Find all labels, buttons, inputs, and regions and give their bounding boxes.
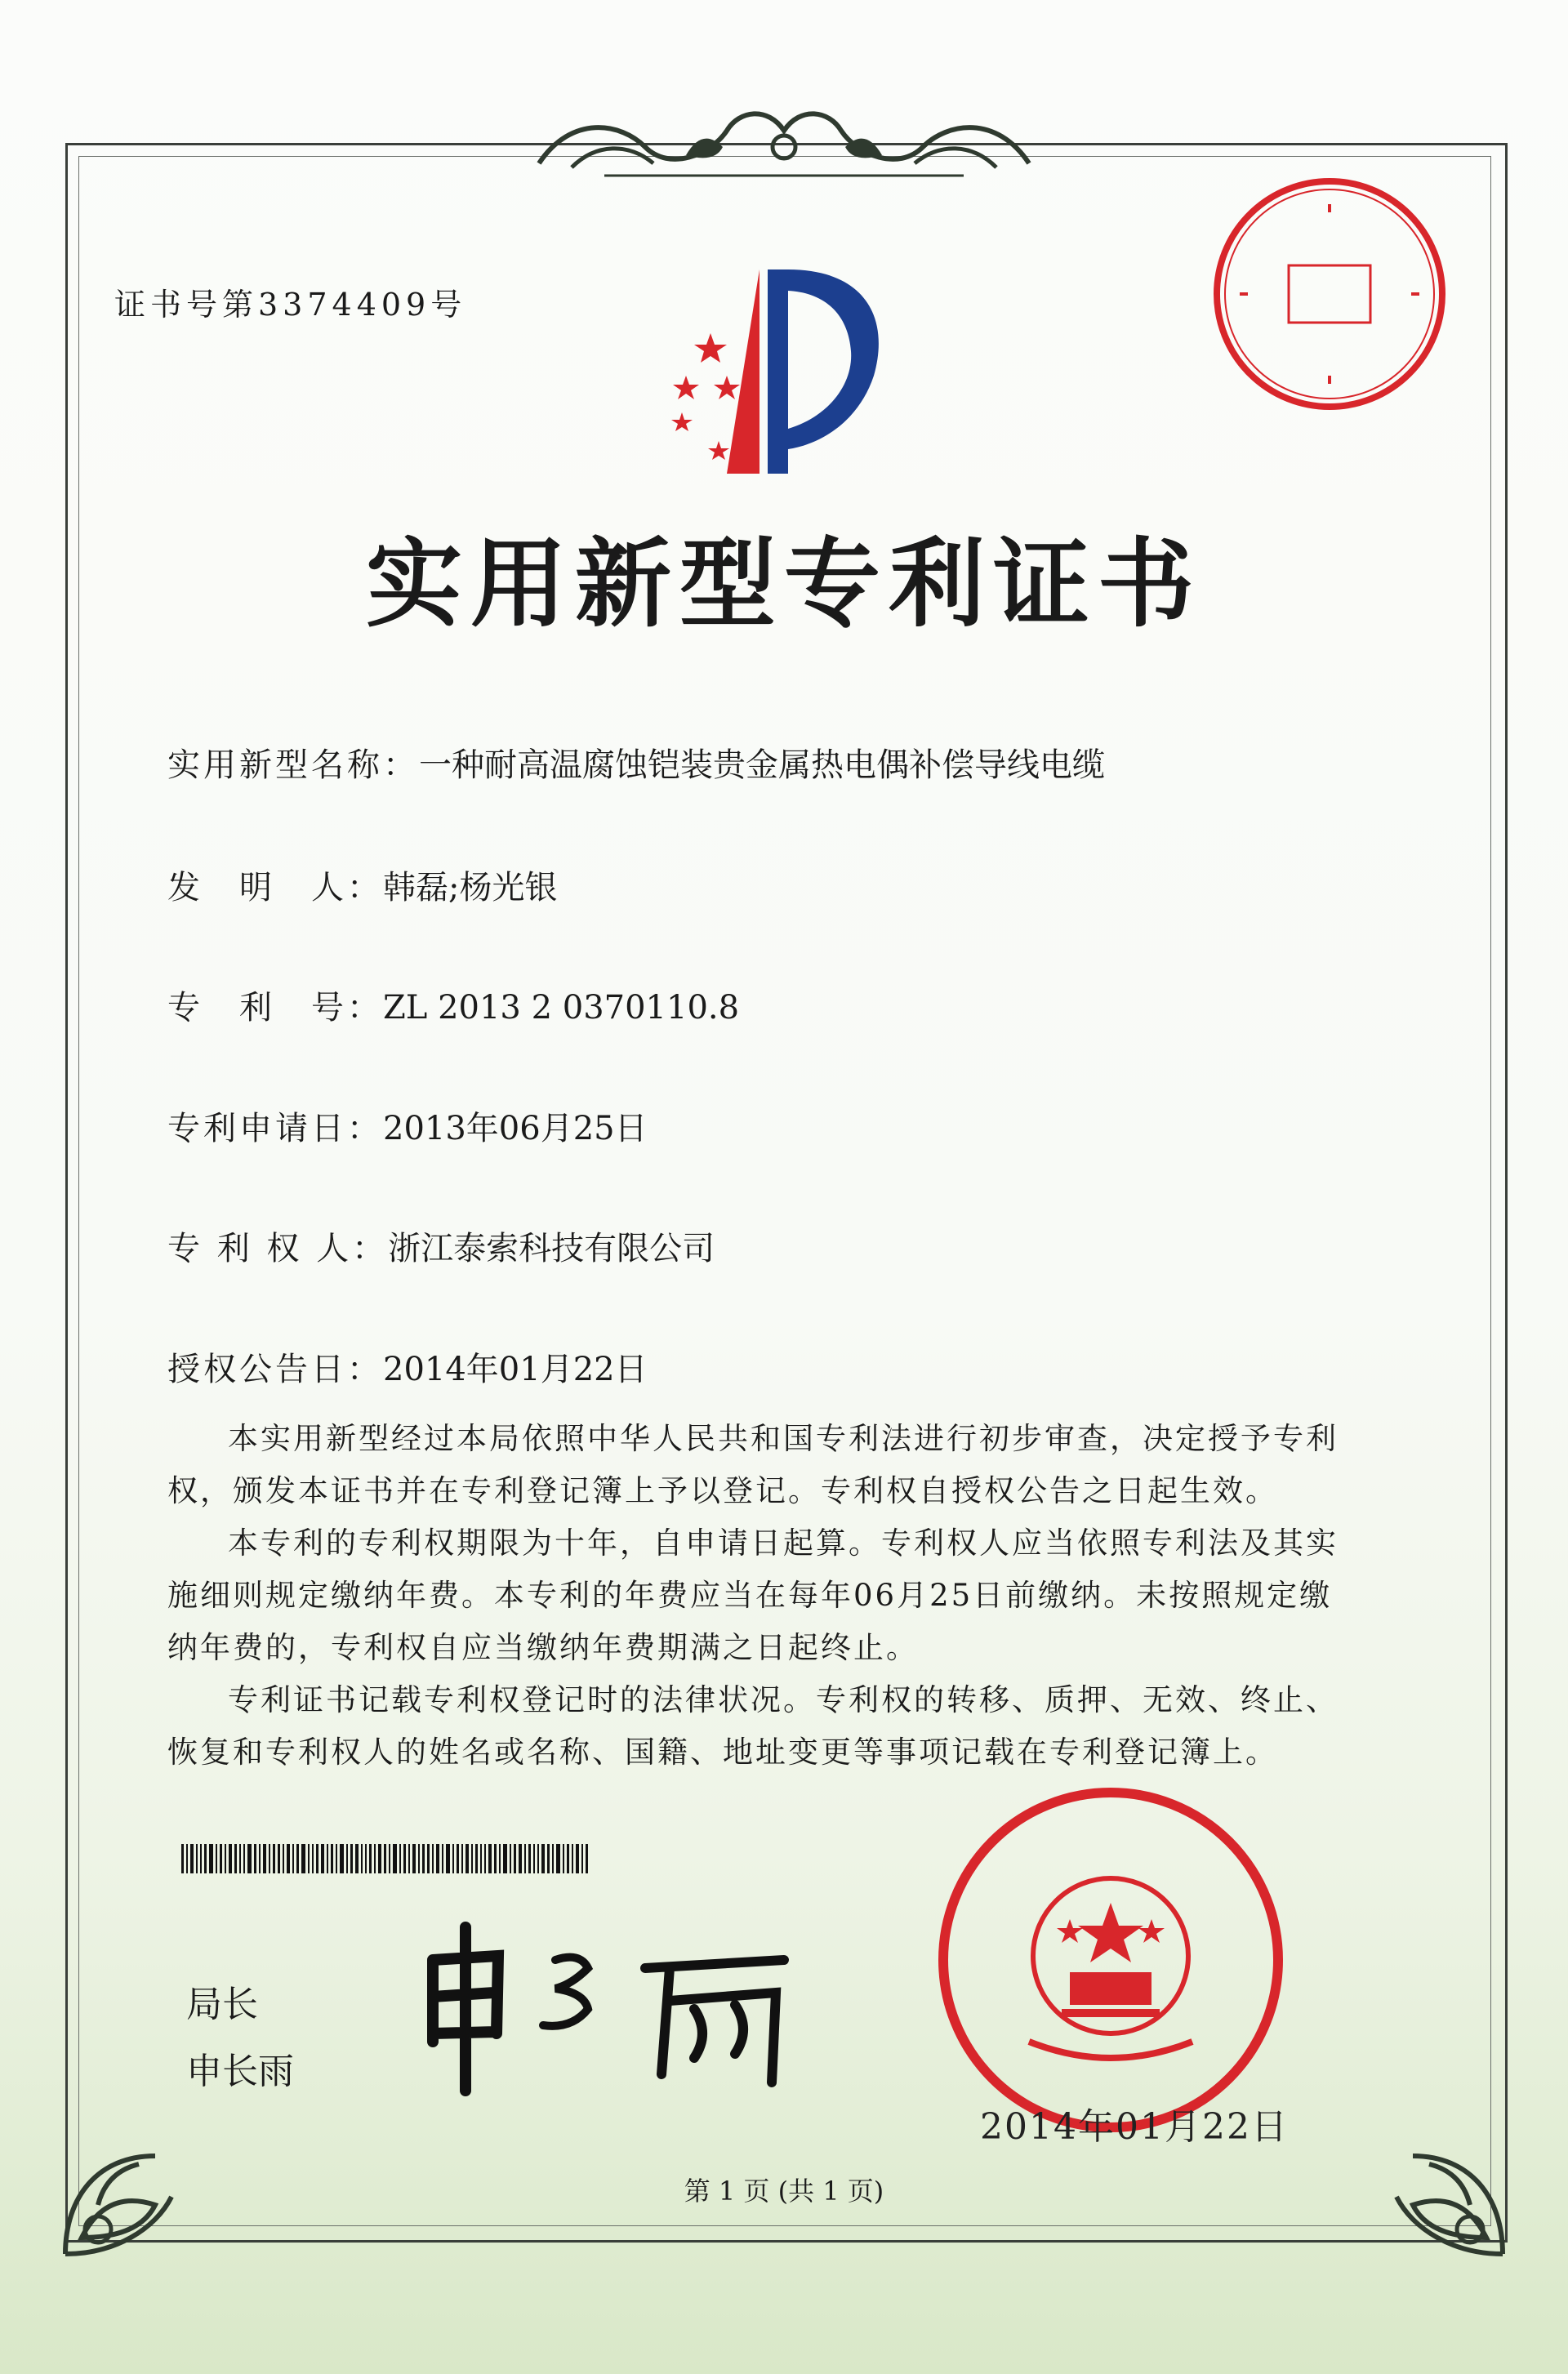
barcode-bar <box>442 1844 443 1873</box>
barcode-bar <box>494 1844 497 1873</box>
barcode-bar <box>355 1844 359 1873</box>
barcode-bar <box>350 1844 353 1873</box>
barcode-bar <box>384 1844 386 1873</box>
barcode-bar <box>312 1844 314 1873</box>
barcode-bar <box>484 1844 486 1873</box>
field-patent-number <box>167 982 739 1028</box>
barcode-bar <box>229 1844 232 1873</box>
barcode-bar <box>427 1844 430 1873</box>
barcode <box>181 1844 595 1873</box>
barcode-bar <box>541 1844 545 1873</box>
barcode-bar <box>321 1844 324 1873</box>
barcode-bar <box>466 1844 469 1873</box>
field-label: 授权公告日： <box>167 1351 383 1388</box>
barcode-bar <box>514 1844 516 1873</box>
field-value: 2014年01月22日 <box>383 1351 648 1388</box>
barcode-bar <box>301 1844 305 1873</box>
barcode-bar <box>292 1844 294 1873</box>
field-value: 韩磊;杨光银 <box>383 869 558 906</box>
barcode-bar <box>475 1844 478 1873</box>
barcode-bar <box>247 1844 252 1873</box>
field-grant-date <box>167 1343 648 1390</box>
barcode-bar <box>519 1844 522 1873</box>
field-value: 浙江泰索科技有限公司 <box>388 1230 715 1267</box>
barcode-bar <box>418 1844 420 1873</box>
barcode-bar <box>346 1844 348 1873</box>
barcode-bar <box>432 1844 434 1873</box>
barcode-bar <box>457 1844 459 1873</box>
barcode-bar <box>471 1844 473 1873</box>
barcode-bar <box>537 1844 539 1873</box>
barcode-bar <box>581 1844 583 1873</box>
barcode-bar <box>209 1844 213 1873</box>
certificate-body <box>167 1413 1360 1779</box>
barcode-bar <box>528 1844 531 1873</box>
field-label: 发 明 人： <box>167 869 383 906</box>
barcode-bar <box>254 1844 256 1873</box>
barcode-bar <box>556 1844 560 1873</box>
barcode-bar <box>365 1844 367 1873</box>
barcode-bar <box>403 1844 406 1873</box>
barcode-bar <box>186 1844 188 1873</box>
barcode-bar <box>340 1844 344 1873</box>
field-inventor <box>167 862 557 908</box>
barcode-bar <box>488 1844 492 1873</box>
barcode-bar <box>576 1844 579 1873</box>
barcode-bar <box>369 1844 372 1873</box>
national-ip-office-seal <box>931 1780 1290 2140</box>
barcode-bar <box>234 1844 237 1873</box>
paragraph: 本实用新型经过本局依照中华人民共和国专利法进行初步审查，决定授予专利权，颁发本证书并在专利登记簿上予以登记。专利权自授权公告之日起生效。 <box>167 1421 1339 1508</box>
barcode-bar <box>422 1844 425 1873</box>
barcode-bar <box>461 1844 463 1873</box>
field-label: 专 利 权 人： <box>167 1230 389 1267</box>
field-utility-model-name <box>167 739 1105 786</box>
page-footer: 第 1 页 (共 1 页) <box>684 2176 884 2207</box>
barcode-bar <box>499 1844 501 1873</box>
field-value: 一种耐高温腐蚀铠装贵金属热电偶补偿导线电缆 <box>419 746 1105 784</box>
barcode-bar <box>308 1844 310 1873</box>
barcode-bar <box>259 1844 261 1873</box>
barcode-bar <box>510 1844 511 1873</box>
barcode-bar <box>225 1844 226 1873</box>
field-label: 专利申请日： <box>167 1110 383 1147</box>
barcode-bar <box>552 1844 554 1873</box>
barcode-bar <box>336 1844 337 1873</box>
barcode-bar <box>374 1844 376 1873</box>
barcode-bar <box>378 1844 381 1873</box>
barcode-bar <box>480 1844 482 1873</box>
barcode-bar <box>316 1844 318 1873</box>
field-label: 实用新型名称： <box>167 746 419 784</box>
patent-office-logo <box>637 253 906 482</box>
barcode-bar <box>524 1844 526 1873</box>
barcode-bar <box>220 1844 222 1873</box>
paragraph: 专利证书记载专利权登记时的法律状况。专利权的转移、质押、无效、终止、恢复和专利权人的姓名或名称、国籍、地址变更等事项记载在专利登记簿上。 <box>167 1682 1339 1770</box>
top-ornament <box>523 98 1045 188</box>
certificate-title: 实用新型专利证书 <box>365 528 1202 640</box>
stamp-tax-seal <box>1207 171 1452 416</box>
barcode-bar <box>296 1844 299 1873</box>
barcode-bar <box>547 1844 550 1873</box>
barcode-bar <box>283 1844 284 1873</box>
barcode-bar <box>239 1844 241 1873</box>
barcode-bar <box>190 1844 194 1873</box>
barcode-bar <box>393 1844 397 1873</box>
barcode-bar <box>181 1844 184 1873</box>
field-label: 专 利 号： <box>167 989 383 1027</box>
barcode-bar <box>446 1844 450 1873</box>
barcode-bar <box>399 1844 401 1873</box>
barcode-bar <box>269 1844 270 1873</box>
field-value: ZL 2013 2 0370110.8 <box>383 989 740 1027</box>
barcode-bar <box>452 1844 454 1873</box>
director-name: 申长雨 <box>186 2051 294 2092</box>
barcode-bar <box>361 1844 363 1873</box>
barcode-bar <box>287 1844 290 1873</box>
barcode-bar <box>412 1844 416 1873</box>
barcode-bar <box>436 1844 439 1873</box>
barcode-bar <box>204 1844 207 1873</box>
director-title: 局长 <box>186 1984 258 2025</box>
field-patentee <box>167 1223 715 1269</box>
certificate-number: 证书号第3374409号 <box>114 287 467 323</box>
barcode-bar <box>503 1844 507 1873</box>
barcode-bar <box>572 1844 573 1873</box>
barcode-bar <box>216 1844 217 1873</box>
field-application-date <box>167 1102 648 1149</box>
barcode-bar <box>200 1844 202 1873</box>
barcode-bar <box>331 1844 333 1873</box>
barcode-bar <box>408 1844 410 1873</box>
seal-date: 2014年01月22日 <box>980 2106 1289 2148</box>
barcode-bar <box>563 1844 564 1873</box>
director-signature <box>400 1911 825 2099</box>
barcode-bar <box>243 1844 245 1873</box>
barcode-bar <box>196 1844 198 1873</box>
barcode-bar <box>586 1844 588 1873</box>
barcode-bar <box>278 1844 280 1873</box>
paragraph: 本专利的专利权期限为十年，自申请日起算。专利权人应当依照专利法及其实施细则规定缴纳年费。本专利的年费应当在每年06月25日前缴纳。未按照规定缴纳年费的，专利权自应当缴纳年费期满之日起终止。 <box>167 1526 1339 1665</box>
barcode-bar <box>567 1844 569 1873</box>
barcode-bar <box>389 1844 390 1873</box>
barcode-bar <box>327 1844 328 1873</box>
barcode-bar <box>263 1844 266 1873</box>
barcode-bar <box>533 1844 535 1873</box>
barcode-bar <box>273 1844 275 1873</box>
field-value: 2013年06月25日 <box>383 1110 648 1147</box>
